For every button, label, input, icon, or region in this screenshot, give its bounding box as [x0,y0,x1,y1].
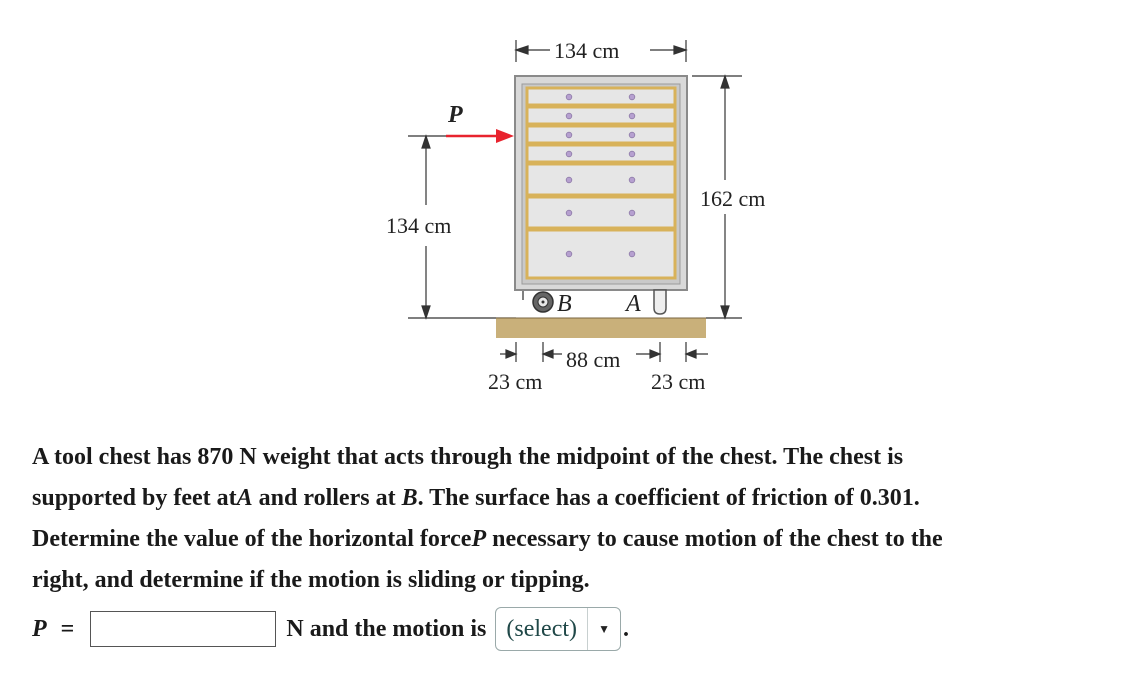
problem-line-3 [32,519,1112,560]
roller-b [523,291,553,312]
answer-period: . [623,615,630,642]
motion-select-value: (select) [496,608,588,650]
point-a-ref: A [236,485,253,511]
motion-type-select[interactable] [495,607,621,651]
right-height-label: 162 cm [700,186,766,211]
floor [496,318,706,338]
problem-text: necessary to cause motion of the chest to the [486,526,943,552]
left-height-label: 134 cm [386,213,452,238]
label-a: A [626,291,641,317]
force-p-ref: P [471,526,487,552]
point-b-ref: B [401,485,418,511]
answer-mid-text: N and the motion is [286,615,487,642]
problem-text: supported by feet at [32,485,237,511]
middle-spacing-label: 88 cm [566,347,621,372]
label-b: B [557,291,572,317]
force-p-input[interactable] [90,611,276,647]
force-p-label: P [448,102,463,128]
foot-a [654,290,666,314]
problem-text: Determine the value of the horizontal force [32,526,472,552]
problem-text: . The surface has a coefficient of friction of 0.301. [417,485,920,511]
right-offset-label: 23 cm [651,369,706,394]
answer-variable: P [32,615,47,642]
equals-sign: = [60,615,75,642]
problem-line-1: A tool chest has 870 N weight that acts through the midpoint of the chest. The chest is [32,444,904,470]
problem-line-2 [32,478,1112,519]
left-offset-label: 23 cm [488,369,543,394]
problem-line-4: right, and determine if the motion is sliding or tipping. [32,567,590,593]
force-p-arrow [446,129,514,143]
problem-statement [32,437,1112,601]
chevron-down-icon[interactable]: ▼ [598,621,610,636]
problem-text: and rollers at [252,485,402,511]
answer-row [32,607,629,651]
tool-chest [515,76,687,290]
top-width-label: 134 cm [554,38,620,63]
